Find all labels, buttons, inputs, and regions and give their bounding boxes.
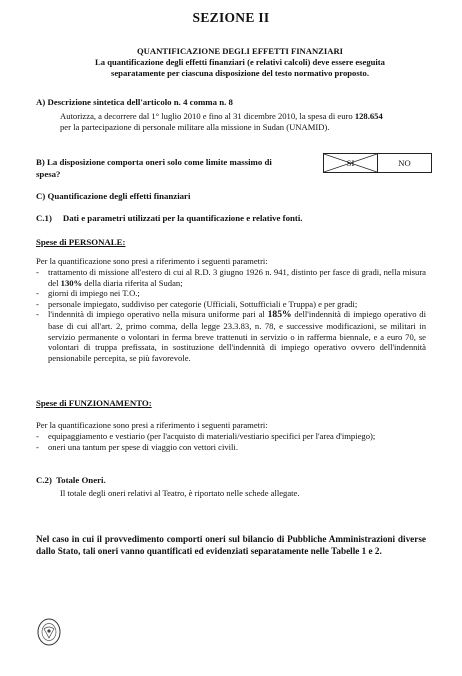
- section-title: SEZIONE II: [192, 10, 270, 25]
- personale-item-4-b: dell'indennità di impiego operativo di base di cui all'art. 2, primo comma, della legge 23.3.83, n. 78, e successive modificazioni, se militari in servizio permanente o volontari in ferma breve trattenuti in servizio o in rafferma biennale, e a euro 70, se volontari di truppa prefissata, in sostituzione dell'indennità di impiego operativo ovvero dell'indennità pensionabile percepita, se più favorevole.: [48, 309, 426, 363]
- option-no-box[interactable]: [377, 154, 431, 172]
- funzionamento-item-1: - equipaggiamento e vestiario (per l'acquisto di materiali/vestiario specifici per l'area d'impiego);: [36, 431, 376, 441]
- section-b-line-2: spesa?: [36, 169, 61, 179]
- personale-list: [36, 267, 426, 363]
- personale-item-3: - personale impiegato, suddiviso per categorie (Ufficiali, Sottufficiali e Truppa) e per gradi;: [36, 298, 358, 309]
- section-a-body: [60, 111, 430, 132]
- c2-heading: C.2) Totale Oneri.: [36, 475, 106, 485]
- section-a-amount: 128.654: [354, 111, 383, 121]
- option-yes-label: SI: [346, 158, 355, 168]
- final-note: Nel caso in cui il provvedimento comporti oneri sul bilancio di Pubbliche Amministrazioni diverse dallo Stato, tali oneri vanno quantificati ed evidenziati separatamente nelle Tabelle 1 e 2.: [36, 534, 426, 556]
- subtitle-line-3: separatamente per ciascuna disposizione del testo normativo proposto.: [111, 68, 369, 78]
- personale-item-4-a: l'indennità di impiego operativo nella misura uniforme pari al: [48, 309, 268, 320]
- personale-heading: Spese di PERSONALE:: [36, 237, 126, 247]
- funzionamento-item-2: - oneri una tantum per spese di viaggio con vettori civili.: [36, 441, 238, 452]
- personale-item-1-b: nella misura del: [48, 267, 426, 288]
- funzionamento-list: [36, 431, 436, 452]
- personale-item-2: - giorni di impiego nei T.O.;: [36, 288, 140, 299]
- section-c-heading: C) Quantificazione degli effetti finanziari: [36, 191, 191, 201]
- personale-item-1-pct: 130%: [60, 277, 83, 288]
- c1-heading: C.1) Dati e parametri utilizzati per la quantificazione e relative fonti.: [36, 213, 303, 223]
- section-b-question: [36, 156, 272, 180]
- section-a-heading: A) Descrizione sintetica dell'articolo n. 4 comma n. 8: [36, 97, 233, 107]
- yes-no-boxes: [323, 153, 432, 173]
- section-a-text-2: per la partecipazione di personale militare alla missione in Sudan (UNAMID).: [60, 121, 330, 132]
- personale-intro: Per la quantificazione sono presi a riferimento i seguenti parametri:: [36, 256, 268, 266]
- funzionamento-item-1-text: equipaggiamento e vestiario (per l'acquisto di materiali/vestiario specifici per l'area d'impiego);: [48, 431, 376, 441]
- funzionamento-intro: Per la quantificazione sono presi a riferimento i seguenti parametri:: [36, 420, 268, 430]
- option-yes-box[interactable]: [324, 154, 377, 172]
- funzionamento-item-2-text: oneri una tantum per spese di viaggio con vettori civili.: [48, 441, 238, 452]
- personale-item-1: - trattamento di missione all'estero di cui al R.D. 3 giugno 1926 n. 941, distinto per fasce di gradi, nella misura del 130% della diaria riferita al Sudan;: [36, 267, 426, 288]
- section-b-line-1: B) La disposizione comporta oneri solo come limite massimo di: [36, 157, 272, 167]
- seal-stamp-icon: [36, 617, 62, 647]
- subtitle-line-1: QUANTIFICAZIONE DEGLI EFFETTI FINANZIARI: [136, 46, 344, 56]
- funzionamento-heading: Spese di FUNZIONAMENTO:: [36, 398, 152, 408]
- personale-item-4: - l'indennità di impiego operativo nella misura uniforme pari al 185% dell'indennità di impiego operativo di base di cui all'art. 2, primo comma, della legge 23.3.83, n. 78, e successive modificazioni, se militari in servizio permanente o volontari in ferma breve trattenuti in servizio o in rafferma biennale, e a euro 70, se volontari di truppa prefissata, in sostituzione dell'indennità di impiego operativo ovvero dell'indennità pensionabile percepita, se più favorevole.: [36, 309, 426, 363]
- option-no-label: NO: [398, 158, 411, 168]
- subtitle-block: [55, 46, 425, 79]
- personale-item-3-text: personale impiegato, suddiviso per categorie (Ufficiali, Sottufficiali e Truppa) e per gradi;: [48, 298, 358, 309]
- personale-item-1-a: trattamento di missione all'estero di cui al R.D. 3 giugno 1926 n. 941, distinto per fasce di gradi,: [48, 267, 382, 277]
- section-a-text-1: Autorizza, a decorrere dal 1° luglio 2010 e fino al 31 dicembre 2010, la spesa di euro: [60, 111, 355, 121]
- c2-text: Il totale degli oneri relativi al Teatro, è riportato nelle schede allegate.: [60, 488, 300, 498]
- personale-item-1-c: della diaria riferita al Sudan;: [82, 277, 183, 288]
- personale-item-2-text: giorni di impiego nei T.O.;: [48, 288, 140, 299]
- subtitle-line-2: La quantificazione degli effetti finanziari (e relativi calcoli) deve essere eseguita: [95, 57, 385, 67]
- personale-item-4-pct: 185%: [267, 309, 292, 321]
